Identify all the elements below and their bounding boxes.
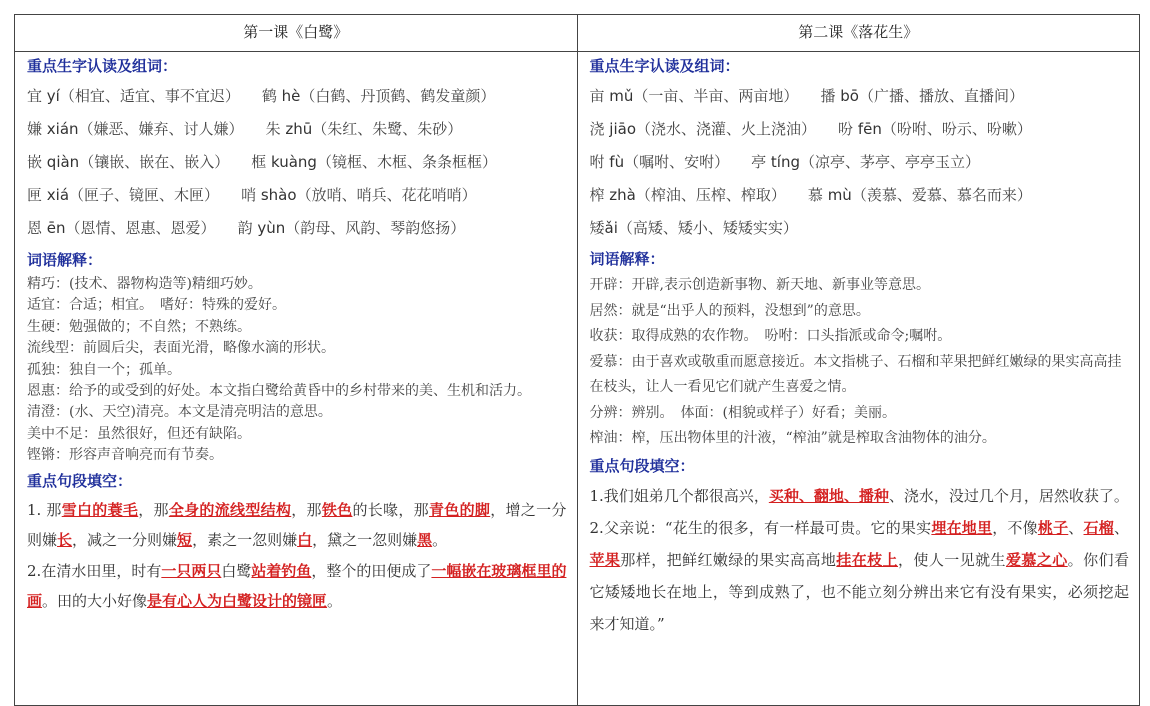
glossary-item: 清澄：(水、天空)清亮。本文是清亮明洁的意思。	[27, 404, 332, 421]
glossary-item: 美中不足：虽然很好，但还有缺陷。	[27, 425, 251, 442]
fill-paragraph-2: 2.父亲说：“花生的很多，有一样最可贵。它的果实埋在地里，不像桃子、石榴、苹果那样，把鲜红嫩绿的果实高高地挂在枝上，使人一见就生爱慕之心。你们看它矮矮地长在地上，等到成熟了，也不能立刻分辨出来它有没有果实，必须挖起来才知道。”	[589, 518, 1129, 633]
glossary-item: 榨油：榨，压出物体里的汁液，“榨油”就是榨取含油物体的油分。	[589, 430, 996, 446]
glossary-item: 爱慕：由于喜欢或敬重而愿意接近。本文指桃子、石榴和苹果把鲜红嫩绿的果实高高挂在枝头，让人一看见它们就产生喜爱之情。	[589, 353, 1122, 395]
pinyin-row: 嫌 xián（嫌恶、嫌弃、讨人嫌） 朱 zhū（朱红、朱鹭、朱砂）	[27, 120, 463, 138]
glossary-item: 精巧：(技术、器物构造等)精细巧妙。	[27, 276, 262, 292]
glossary-item: 生硬：勉强做的；不自然；不熟练。	[27, 318, 251, 335]
glossary-item: 适宜：合适；相宜。 嗜好：特殊的爱好。	[27, 297, 286, 314]
lesson-table	[14, 14, 1140, 706]
lesson2-vocab-heading: 重点生字认读及组词：	[589, 57, 740, 75]
lesson2-title: 第二课《落花生》	[578, 15, 1140, 52]
fill-paragraph-2: 2.在清水田里，时有一只两只白鹭站着钓鱼，整个的田便成了一幅嵌在玻璃框里的画。田的大小好像是有心人为白鹭设计的镜匣。	[27, 561, 567, 611]
glossary-item: 铿锵：形容声音响亮而有节奏。	[27, 447, 223, 464]
lesson2-fill-heading: 重点句段填空：	[589, 456, 695, 475]
glossary-item: 孤独：独自一个；孤单。	[27, 361, 181, 378]
lesson1-glossary-heading: 词语解释：	[27, 251, 103, 269]
pinyin-row: 咐 fù（嘱咐、安咐） 亭 tíng（凉亭、茅亭、亭亭玉立）	[589, 153, 980, 171]
pinyin-row: 亩 mǔ（一亩、半亩、两亩地） 播 bō（广播、播放、直播间）	[589, 87, 1024, 105]
lesson2-pinyin-list	[590, 80, 1130, 245]
lesson2-column	[578, 15, 1140, 705]
lesson1-title: 第一课《白鹭》	[15, 15, 577, 52]
pinyin-row: 嵌 qiàn（镶嵌、嵌在、嵌入） 框 kuàng（镜框、木框、条条框框）	[27, 153, 497, 171]
lesson1-pinyin-list	[27, 80, 567, 245]
fill-paragraph-1: 1. 那雪白的蓑毛，那全身的流线型结构，那铁色的长喙，那青色的脚，增之一分则嫌长，减之一分则嫌短，素之一忽则嫌白，黛之一忽则嫌黑。	[27, 500, 567, 550]
glossary-item: 分辨：辨别。 体面：(相貌或样子）好看；美丽。	[589, 404, 896, 421]
lesson1-fill-heading: 重点句段填空：	[27, 471, 133, 490]
lesson1-glossary	[27, 274, 567, 467]
pinyin-row: 宜 yí（相宜、适宜、事不宜迟） 鹤 hè（白鹤、丹顶鹤、鹤发童颜）	[27, 87, 496, 105]
glossary-item: 收获：取得成熟的农作物。 吩咐：口头指派或命令;嘱咐。	[589, 328, 952, 344]
lesson1-column	[15, 15, 578, 705]
pinyin-row: 浇 jiāo（浇水、浇灌、火上浇油） 吩 fēn（吩咐、吩示、吩嗽）	[589, 120, 1032, 138]
glossary-item: 居然：就是“出乎人的预料，没想到”的意思。	[589, 302, 870, 319]
pinyin-row: 匣 xiá（匣子、镜匣、木匣） 哨 shào（放哨、哨兵、花花哨哨）	[27, 186, 477, 204]
pinyin-row: 恩 ēn（恩情、恩惠、恩爱） 韵 yùn（韵母、风韵、琴韵悠扬）	[27, 219, 466, 237]
glossary-item: 开辟：开辟,表示创造新事物、新天地、新事业等意思。	[589, 277, 930, 293]
pinyin-row: 矮ǎi（高矮、矮小、矮矮实实）	[589, 219, 798, 237]
glossary-item: 恩惠：给予的或受到的好处。本文指白鹭给黄昏中的乡村带来的美、生机和活力。	[27, 383, 531, 400]
lesson2-glossary	[590, 273, 1130, 452]
lesson1-vocab-heading: 重点生字认读及组词：	[27, 57, 178, 75]
lesson2-glossary-heading: 词语解释：	[589, 250, 665, 268]
glossary-item: 流线型：前圆后尖，表面光滑，略像水滴的形状。	[27, 340, 335, 357]
pinyin-row: 榨 zhà（榨油、压榨、榨取） 慕 mù（羡慕、爱慕、慕名而来）	[589, 186, 1032, 204]
fill-paragraph-1: 1.我们姐弟几个都很高兴，买种、翻地、播种、浇水，没过几个月，居然收获了。	[589, 486, 1129, 505]
